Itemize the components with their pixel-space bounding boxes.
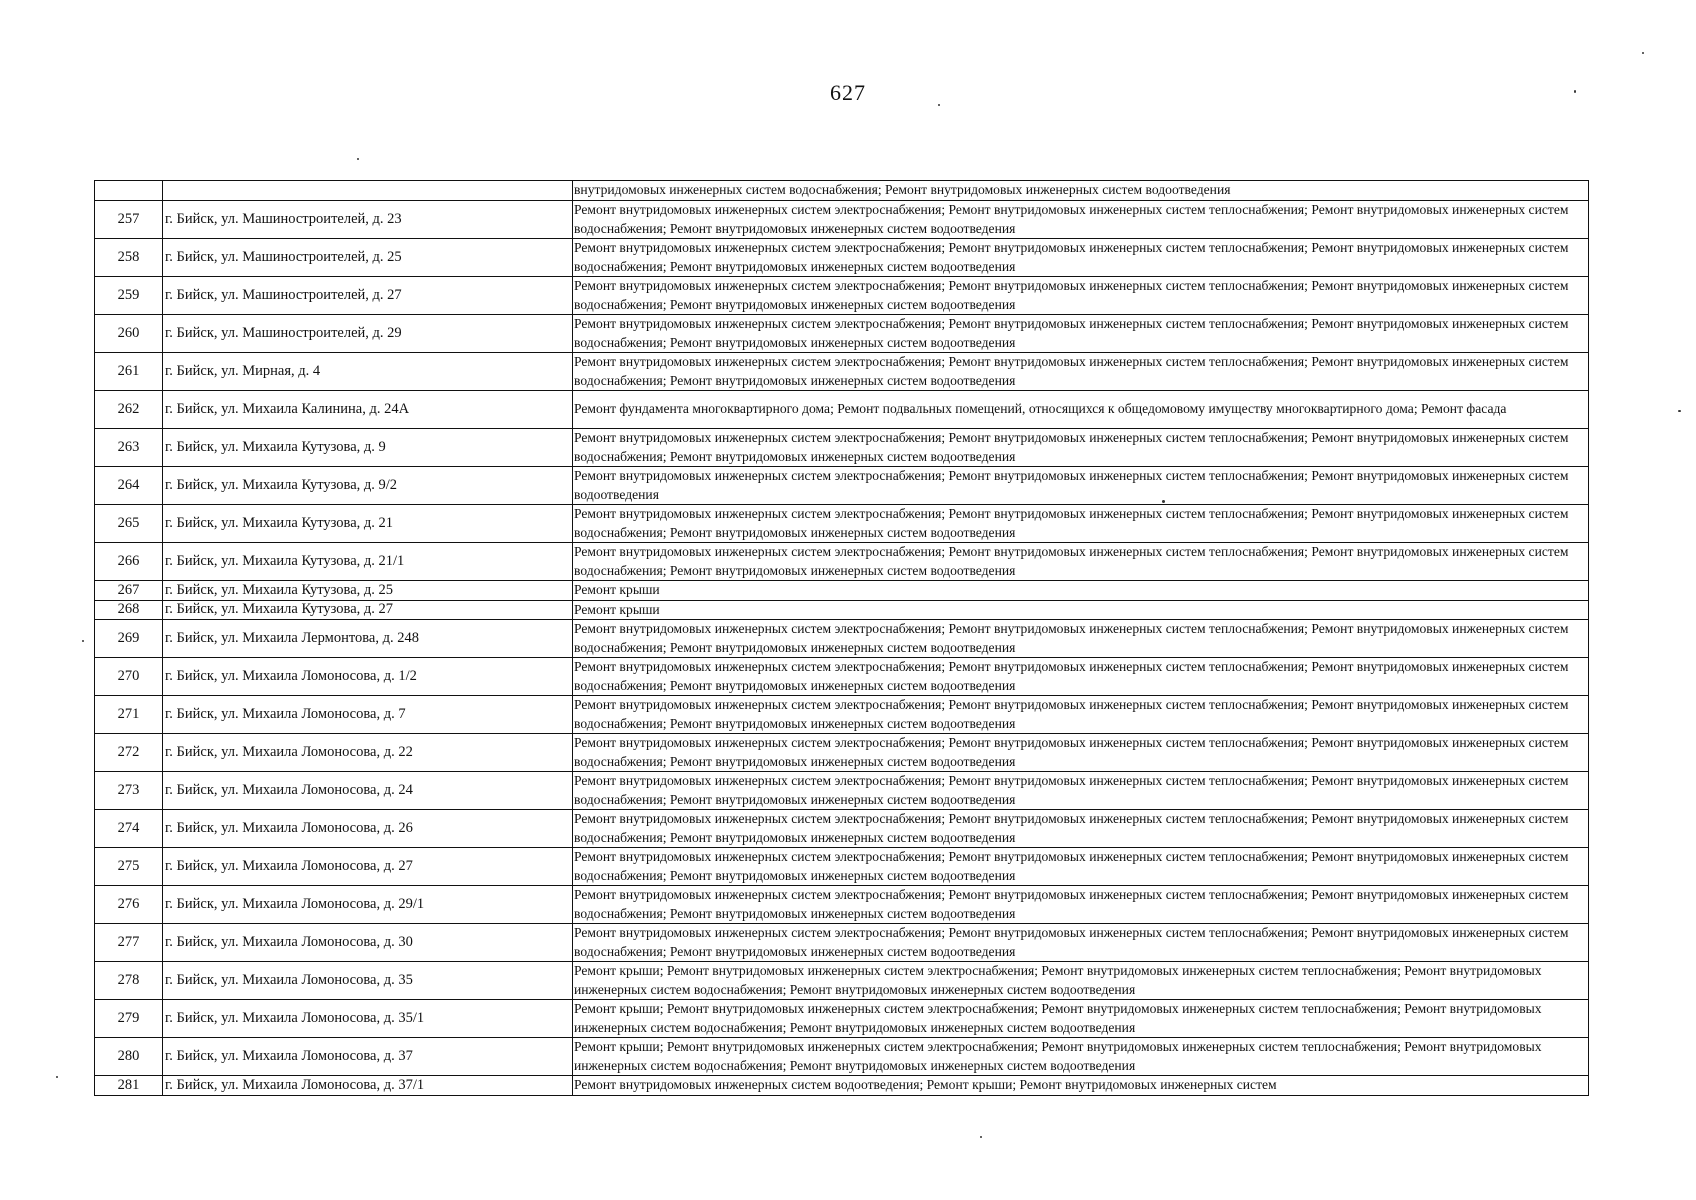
- row-address: г. Бийск, ул. Машиностроителей, д. 25: [163, 239, 573, 277]
- row-number: 278: [95, 962, 163, 1000]
- repair-table: [94, 180, 1589, 1096]
- row-works: Ремонт внутридомовых инженерных систем электроснабжения; Ремонт внутридомовых инженерных систем теплоснабжения; Ремонт внутридомовых инженерных систем водоснабжения; Ремонт внутридомовых инженерных систем водоотведения: [573, 696, 1589, 734]
- row-number: 259: [95, 277, 163, 315]
- table-row: [95, 353, 1589, 391]
- row-number: 279: [95, 1000, 163, 1038]
- scan-speck: [1678, 410, 1681, 412]
- table-row: [95, 848, 1589, 886]
- row-works: Ремонт внутридомовых инженерных систем электроснабжения; Ремонт внутридомовых инженерных систем теплоснабжения; Ремонт внутридомовых инженерных систем водоснабжения; Ремонт внутридомовых инженерных систем водоотведения: [573, 315, 1589, 353]
- row-address: г. Бийск, ул. Михаила Кутузова, д. 9: [163, 429, 573, 467]
- row-address: г. Бийск, ул. Михаила Лермонтова, д. 248: [163, 620, 573, 658]
- table-row: [95, 391, 1589, 429]
- row-number: 270: [95, 658, 163, 696]
- row-address: г. Бийск, ул. Михаила Ломоносова, д. 26: [163, 810, 573, 848]
- row-works: Ремонт внутридомовых инженерных систем электроснабжения; Ремонт внутридомовых инженерных систем теплоснабжения; Ремонт внутридомовых инженерных систем водоснабжения; Ремонт внутридомовых инженерных систем водоотведения: [573, 429, 1589, 467]
- row-number: 269: [95, 620, 163, 658]
- row-works: Ремонт крыши: [573, 600, 1589, 620]
- scan-speck: [980, 1136, 982, 1138]
- row-address: г. Бийск, ул. Михаила Ломоносова, д. 37: [163, 1038, 573, 1076]
- table-row: [95, 600, 1589, 620]
- row-works: Ремонт внутридомовых инженерных систем электроснабжения; Ремонт внутридомовых инженерных систем теплоснабжения; Ремонт внутридомовых инженерных систем водоотведения: [573, 467, 1589, 505]
- row-address: г. Бийск, ул. Михаила Ломоносова, д. 24: [163, 772, 573, 810]
- row-number: 265: [95, 505, 163, 543]
- row-address: г. Бийск, ул. Машиностроителей, д. 23: [163, 201, 573, 239]
- scan-speck: [1642, 52, 1644, 54]
- row-works: Ремонт внутридомовых инженерных систем электроснабжения; Ремонт внутридомовых инженерных систем теплоснабжения; Ремонт внутридомовых инженерных систем водоснабжения; Ремонт внутридомовых инженерных систем водоотведения: [573, 886, 1589, 924]
- row-works: Ремонт внутридомовых инженерных систем водоотведения; Ремонт крыши; Ремонт внутридомовых инженерных систем: [573, 1076, 1589, 1096]
- row-number: 267: [95, 581, 163, 601]
- row-number: 281: [95, 1076, 163, 1096]
- table-row: [95, 924, 1589, 962]
- row-address: г. Бийск, ул. Михаила Калинина, д. 24А: [163, 391, 573, 429]
- row-address: г. Бийск, ул. Михаила Ломоносова, д. 35: [163, 962, 573, 1000]
- table-row: [95, 467, 1589, 505]
- scan-speck: [56, 1076, 58, 1078]
- row-works: Ремонт фундамента многоквартирного дома; Ремонт подвальных помещений, относящихся к общедомовому имуществу многоквартирного дома; Ремонт фасада: [573, 391, 1589, 429]
- row-number: 261: [95, 353, 163, 391]
- row-works: Ремонт внутридомовых инженерных систем электроснабжения; Ремонт внутридомовых инженерных систем теплоснабжения; Ремонт внутридомовых инженерных систем водоснабжения; Ремонт внутридомовых инженерных систем водоотведения: [573, 848, 1589, 886]
- row-works: Ремонт крыши; Ремонт внутридомовых инженерных систем электроснабжения; Ремонт внутридомовых инженерных систем теплоснабжения; Ремонт внутридомовых инженерных систем водоснабжения; Ремонт внутридомовых инженерных систем водоотведения: [573, 1038, 1589, 1076]
- row-address: г. Бийск, ул. Михаила Кутузова, д. 25: [163, 581, 573, 601]
- repair-table-container: [94, 180, 1588, 1096]
- table-row: [95, 1000, 1589, 1038]
- row-works: Ремонт внутридомовых инженерных систем электроснабжения; Ремонт внутридомовых инженерных систем теплоснабжения; Ремонт внутридомовых инженерных систем водоснабжения; Ремонт внутридомовых инженерных систем водоотведения: [573, 201, 1589, 239]
- row-number: 266: [95, 543, 163, 581]
- row-works: Ремонт внутридомовых инженерных систем электроснабжения; Ремонт внутридомовых инженерных систем теплоснабжения; Ремонт внутридомовых инженерных систем водоснабжения; Ремонт внутридомовых инженерных систем водоотведения: [573, 924, 1589, 962]
- table-row: [95, 658, 1589, 696]
- row-works: Ремонт внутридомовых инженерных систем электроснабжения; Ремонт внутридомовых инженерных систем теплоснабжения; Ремонт внутридомовых инженерных систем водоснабжения; Ремонт внутридомовых инженерных систем водоотведения: [573, 239, 1589, 277]
- table-row: [95, 201, 1589, 239]
- row-number: [95, 181, 163, 201]
- row-number: 272: [95, 734, 163, 772]
- table-row: [95, 620, 1589, 658]
- row-works: Ремонт внутридомовых инженерных систем электроснабжения; Ремонт внутридомовых инженерных систем теплоснабжения; Ремонт внутридомовых инженерных систем водоснабжения; Ремонт внутридомовых инженерных систем водоотведения: [573, 658, 1589, 696]
- row-number: 260: [95, 315, 163, 353]
- table-row: [95, 696, 1589, 734]
- row-number: 277: [95, 924, 163, 962]
- table-row: [95, 886, 1589, 924]
- row-works: Ремонт внутридомовых инженерных систем электроснабжения; Ремонт внутридомовых инженерных систем теплоснабжения; Ремонт внутридомовых инженерных систем водоснабжения; Ремонт внутридомовых инженерных систем водоотведения: [573, 543, 1589, 581]
- row-works: внутридомовых инженерных систем водоснабжения; Ремонт внутридомовых инженерных систем водоотведения: [573, 181, 1589, 201]
- table-row: [95, 505, 1589, 543]
- row-works: Ремонт крыши: [573, 581, 1589, 601]
- table-row: [95, 315, 1589, 353]
- scan-speck: [1574, 90, 1576, 93]
- table-row: [95, 277, 1589, 315]
- row-works: Ремонт внутридомовых инженерных систем электроснабжения; Ремонт внутридомовых инженерных систем теплоснабжения; Ремонт внутридомовых инженерных систем водоснабжения; Ремонт внутридомовых инженерных систем водоотведения: [573, 505, 1589, 543]
- table-row: [95, 543, 1589, 581]
- row-address: г. Бийск, ул. Михаила Ломоносова, д. 30: [163, 924, 573, 962]
- row-address: г. Бийск, ул. Михаила Ломоносова, д. 1/2: [163, 658, 573, 696]
- row-works: Ремонт внутридомовых инженерных систем электроснабжения; Ремонт внутридомовых инженерных систем теплоснабжения; Ремонт внутридомовых инженерных систем водоснабжения; Ремонт внутридомовых инженерных систем водоотведения: [573, 277, 1589, 315]
- row-number: 273: [95, 772, 163, 810]
- row-number: 271: [95, 696, 163, 734]
- row-address: г. Бийск, ул. Михаила Кутузова, д. 21: [163, 505, 573, 543]
- row-works: Ремонт крыши; Ремонт внутридомовых инженерных систем электроснабжения; Ремонт внутридомовых инженерных систем теплоснабжения; Ремонт внутридомовых инженерных систем водоснабжения; Ремонт внутридомовых инженерных систем водоотведения: [573, 962, 1589, 1000]
- table-row: [95, 772, 1589, 810]
- table-row: [95, 239, 1589, 277]
- scan-speck: [82, 640, 84, 642]
- table-row: [95, 734, 1589, 772]
- repair-table-body: [95, 181, 1589, 1096]
- row-works: Ремонт внутридомовых инженерных систем электроснабжения; Ремонт внутридомовых инженерных систем теплоснабжения; Ремонт внутридомовых инженерных систем водоснабжения; Ремонт внутридомовых инженерных систем водоотведения: [573, 772, 1589, 810]
- page-number: 627: [830, 80, 866, 105]
- row-address: г. Бийск, ул. Михаила Кутузова, д. 21/1: [163, 543, 573, 581]
- row-address: г. Бийск, ул. Машиностроителей, д. 27: [163, 277, 573, 315]
- row-address: г. Бийск, ул. Михаила Кутузова, д. 9/2: [163, 467, 573, 505]
- row-address: г. Бийск, ул. Михаила Ломоносова, д. 37/1: [163, 1076, 573, 1096]
- row-number: 275: [95, 848, 163, 886]
- row-works: Ремонт внутридомовых инженерных систем электроснабжения; Ремонт внутридомовых инженерных систем теплоснабжения; Ремонт внутридомовых инженерных систем водоснабжения; Ремонт внутридомовых инженерных систем водоотведения: [573, 620, 1589, 658]
- row-address: г. Бийск, ул. Михаила Ломоносова, д. 27: [163, 848, 573, 886]
- table-row: [95, 962, 1589, 1000]
- row-number: 262: [95, 391, 163, 429]
- row-number: 257: [95, 201, 163, 239]
- row-number: 280: [95, 1038, 163, 1076]
- row-address: г. Бийск, ул. Михаила Ломоносова, д. 7: [163, 696, 573, 734]
- table-row: [95, 1076, 1589, 1096]
- row-works: Ремонт внутридомовых инженерных систем электроснабжения; Ремонт внутридомовых инженерных систем теплоснабжения; Ремонт внутридомовых инженерных систем водоснабжения; Ремонт внутридомовых инженерных систем водоотведения: [573, 734, 1589, 772]
- row-number: 263: [95, 429, 163, 467]
- row-number: 274: [95, 810, 163, 848]
- table-row: [95, 429, 1589, 467]
- row-address: г. Бийск, ул. Михаила Ломоносова, д. 22: [163, 734, 573, 772]
- row-number: 264: [95, 467, 163, 505]
- row-number: 276: [95, 886, 163, 924]
- table-row: [95, 810, 1589, 848]
- scan-speck: [357, 158, 359, 160]
- row-address: г. Бийск, ул. Машиностроителей, д. 29: [163, 315, 573, 353]
- row-address: г. Бийск, ул. Мирная, д. 4: [163, 353, 573, 391]
- row-address: г. Бийск, ул. Михаила Ломоносова, д. 35/1: [163, 1000, 573, 1038]
- row-address: г. Бийск, ул. Михаила Ломоносова, д. 29/1: [163, 886, 573, 924]
- row-works: Ремонт внутридомовых инженерных систем электроснабжения; Ремонт внутридомовых инженерных систем теплоснабжения; Ремонт внутридомовых инженерных систем водоснабжения; Ремонт внутридомовых инженерных систем водоотведения: [573, 353, 1589, 391]
- row-address: [163, 181, 573, 201]
- row-works: Ремонт внутридомовых инженерных систем электроснабжения; Ремонт внутридомовых инженерных систем теплоснабжения; Ремонт внутридомовых инженерных систем водоснабжения; Ремонт внутридомовых инженерных систем водоотведения: [573, 810, 1589, 848]
- scan-speck: [938, 104, 940, 106]
- row-number: 258: [95, 239, 163, 277]
- table-row: [95, 581, 1589, 601]
- table-row: [95, 181, 1589, 201]
- row-address: г. Бийск, ул. Михаила Кутузова, д. 27: [163, 600, 573, 620]
- row-works: Ремонт крыши; Ремонт внутридомовых инженерных систем электроснабжения; Ремонт внутридомовых инженерных систем теплоснабжения; Ремонт внутридомовых инженерных систем водоснабжения; Ремонт внутридомовых инженерных систем водоотведения: [573, 1000, 1589, 1038]
- row-number: 268: [95, 600, 163, 620]
- table-row: [95, 1038, 1589, 1076]
